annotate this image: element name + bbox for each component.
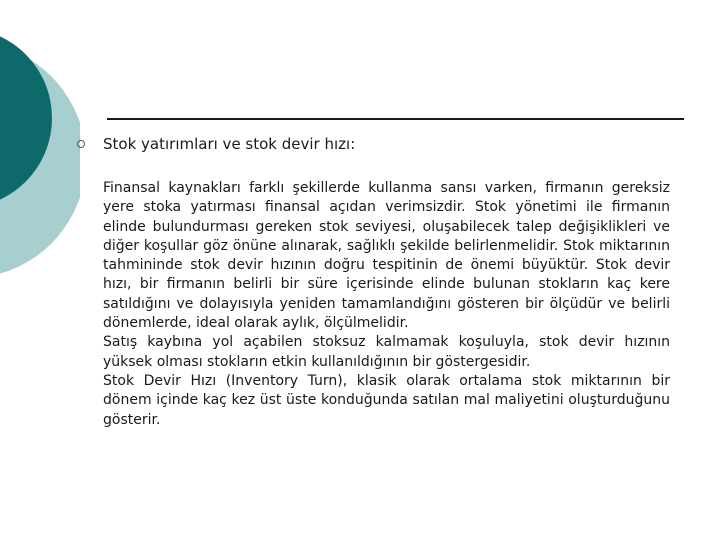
paragraph-stock-management: Finansal kaynakları farklı şekillerde kullanma sansı varken, firmanın gereksiz yere stoka yatırması finansal açıdan verimsizdir. Stok yönetimi ile firmanın elinde bulundurması gereken stok seviyesi, oluşabilecek talep değişiklikleri ve diğer koşullar göz önüne alınarak, sağlıklı şekilde belirlenmelidir. Stok miktarının tahmininde stok devir hızının doğru tespitinin de önemi büyüktür. Stok devir hızı, bir firmanın belirli bir süre içerisinde elinde bulunan stokların kaç kere satıldığını ve dolayısıyla yeniden tamamlandığını gösteren bir ölçüdür ve belirli dönemlerde, ideal olarak aylık, ölçülmelidir. (103, 180, 670, 332)
paragraph-turnover-indicator: Satış kaybına yol açabilen stoksuz kalmamak koşuluyla, stok devir hızının yüksek olması stokların etkin kullanıldığının bir göstergesidir. (103, 334, 670, 370)
hollow-circle-bullet-icon (77, 140, 85, 148)
section-heading: Stok yatırımları ve stok devir hızı: (103, 135, 356, 153)
decorative-circles (0, 0, 80, 300)
title-divider-line (107, 118, 684, 120)
paragraph-inventory-turn-definition: Stok Devir Hızı (Inventory Turn), klasik olarak ortalama stok miktarının bir dönem içinde kaç kez üst üste konduğunda satılan mal maliyetini oluşturduğunu gösterir. (103, 372, 670, 428)
body-text (103, 179, 670, 430)
